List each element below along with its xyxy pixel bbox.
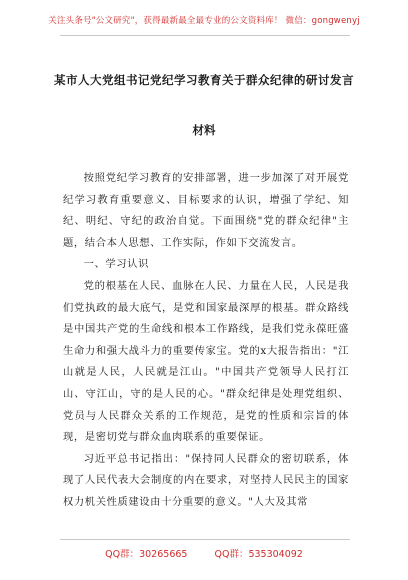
footer [0,546,408,560]
paragraph: 党的根基在人民、血脉在人民、力量在人民，人民是我们党执政的最大底气，是党和国家最深厚的根基。群众路线是中国共产党的生命线和根本工作路线，是我们党永葆旺盛生命力和强大战斗力的重要传家宝。党的x大报告指出："江山就是人民，人民就是江山。"中国共产党领导人民打江山、守江山，守的是人民的心。"群众纪律是处理党组织、党员与人民群众关系的工作规范，是党的性质和宗旨的体现，是密切党与群众血肉联系的重要保证。 [63,279,349,444]
paragraph: 按照党纪学习教育的安排部署，进一步加深了对开展党纪学习教育重要意义、目标要求的认识，增强了学纪、知纪、明纪、守纪的政治自觉。下面围绕"党的群众纪律"主题，结合本人思想、工作实际，作如下交流发言。 [63,172,349,249]
document-title: 某市人大党组书记党纪学习教育关于群众纪律的研讨发言 [54,73,354,87]
footer-qq-group-2: QQ群：535304092 [214,549,303,560]
document-body [63,168,349,514]
header-divider [60,35,350,36]
section-heading: 一、学习认识 [83,258,149,271]
document-title-tail: 材料 [192,123,216,137]
footer-divider [60,539,350,540]
header-notice: 关注头条号"公文研究"，获得最新最全最专业的公文资料库！ 微信：gongwenyj [48,16,360,26]
paragraph: 习近平总书记指出："保持同人民群众的密切联系，体现了人民代表大会制度的内在要求，对坚持人民民主的国家权力机关性质建设由十分重要的意义。"人大及其常 [63,452,349,508]
footer-qq-group-1: QQ群：30265665 [105,549,188,560]
